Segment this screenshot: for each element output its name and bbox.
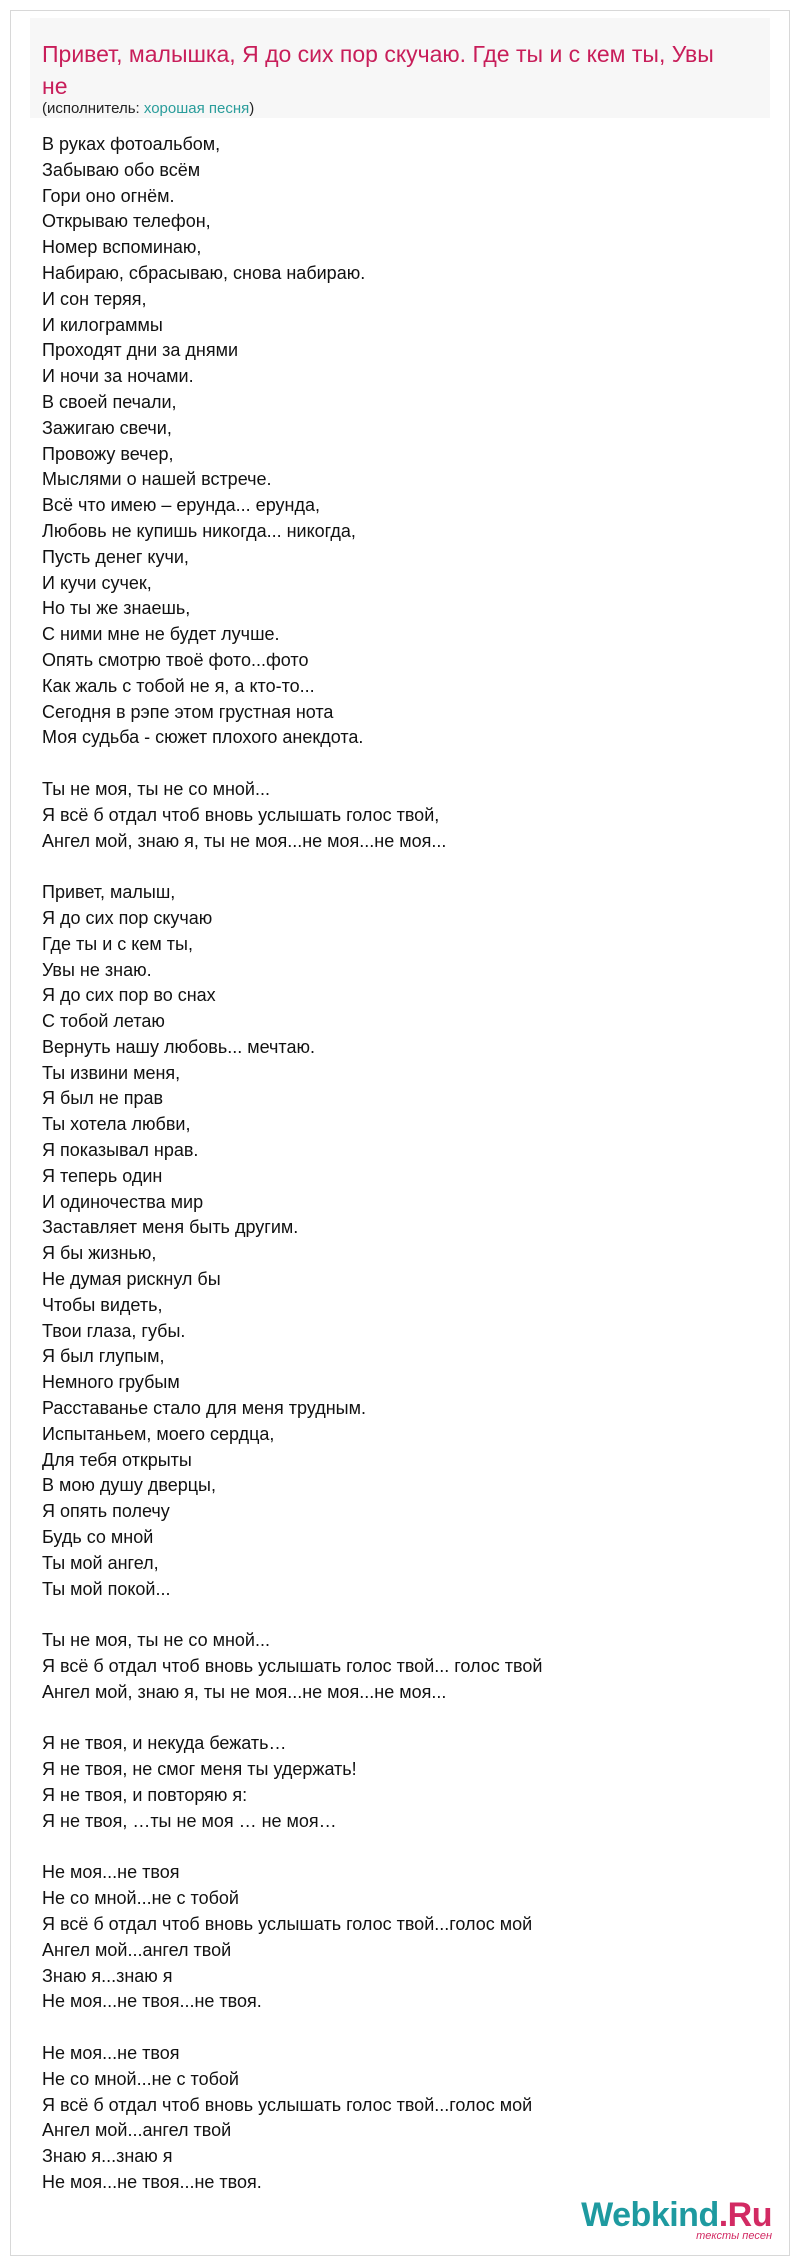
song-title: Привет, малышка, Я до сих пор скучаю. Где ты и с кем ты, Увы не <box>42 41 714 99</box>
logo-wordmark <box>581 2198 772 2232</box>
artist-prefix: (исполнитель: <box>42 100 144 117</box>
artist-suffix: ) <box>249 100 255 117</box>
lyrics-text: В руках фотоальбом, Забываю обо всём Гори оно огнём. Открываю телефон, Номер вспоминаю, Набираю, сбрасываю, снова набираю. И сон теряя, И килограммы Проходят дни за днями И ночи за ночами. В своей печали, Зажигаю свечи, Провожу вечер, Мыслями о нашей встрече. Всё что имею – ерунда... ерунда, Любовь не купишь никогда... никогда, Пусть денег кучи, И кучи сучек, Но ты же знаешь, С ними мне не будет лучше. Опять смотрю твоё фото...фото Как жаль с тобой не я, а кто-то... Сегодня в рэпе этом грустная нота Моя судьба - сюжет плохого анекдота. Ты не моя, ты не со мной... Я всё б отдал чтоб вновь услышать голос твой, Ангел мой, знаю я, ты не моя...не моя...не моя... Привет, малыш, Я до сих пор скучаю Где ты и с кем ты, Увы не знаю. Я до сих пор во снах С тобой летаю Вернуть нашу любовь... мечтаю. Ты извини меня, Я был не прав Ты хотела любви, Я показывал нрав. Я теперь один И одиночества мир Заставляет меня быть другим. Я бы жизнью, Не думая рискнул бы Чтобы видеть, Твои глаза, губы. Я был глупым, Немного грубым Расставанье стало для меня трудным. Испытаньем, моего сердца, Для тебя открыты В мою душу дверцы, Я опять полечу Будь со мной Ты мой ангел, Ты мой покой... Ты не моя, ты не со мной... Я всё б отдал чтоб вновь услышать голос твой... голос твой Ангел мой, знаю я, ты не моя...не моя...не моя... Я не твоя, и некуда бежать… Я не твоя, не смог меня ты удержать! Я не твоя, и повторяю я: Я не твоя, …ты не моя … не моя… Не моя...не твоя Не со мной...не с тобой Я всё б отдал чтоб вновь услышать голос твой...голос мой Ангел мой...ангел твой Знаю я...знаю я Не моя...не твоя...не твоя. Не моя...не твоя Не со мной...не с тобой Я всё б отдал чтоб вновь услышать голос твой...голос мой Ангел мой...ангел твой Знаю я...знаю я Не моя...не твоя...не твоя. <box>42 134 543 2192</box>
logo-ru: .Ru <box>718 2196 772 2234</box>
artist-link[interactable]: хорошая песня <box>143 100 250 117</box>
artist-line <box>42 100 254 118</box>
logo-web: Webkind <box>581 2196 719 2234</box>
logo-tagline: тексты песен <box>696 2230 772 2242</box>
webkind-logo[interactable] <box>581 2196 772 2242</box>
